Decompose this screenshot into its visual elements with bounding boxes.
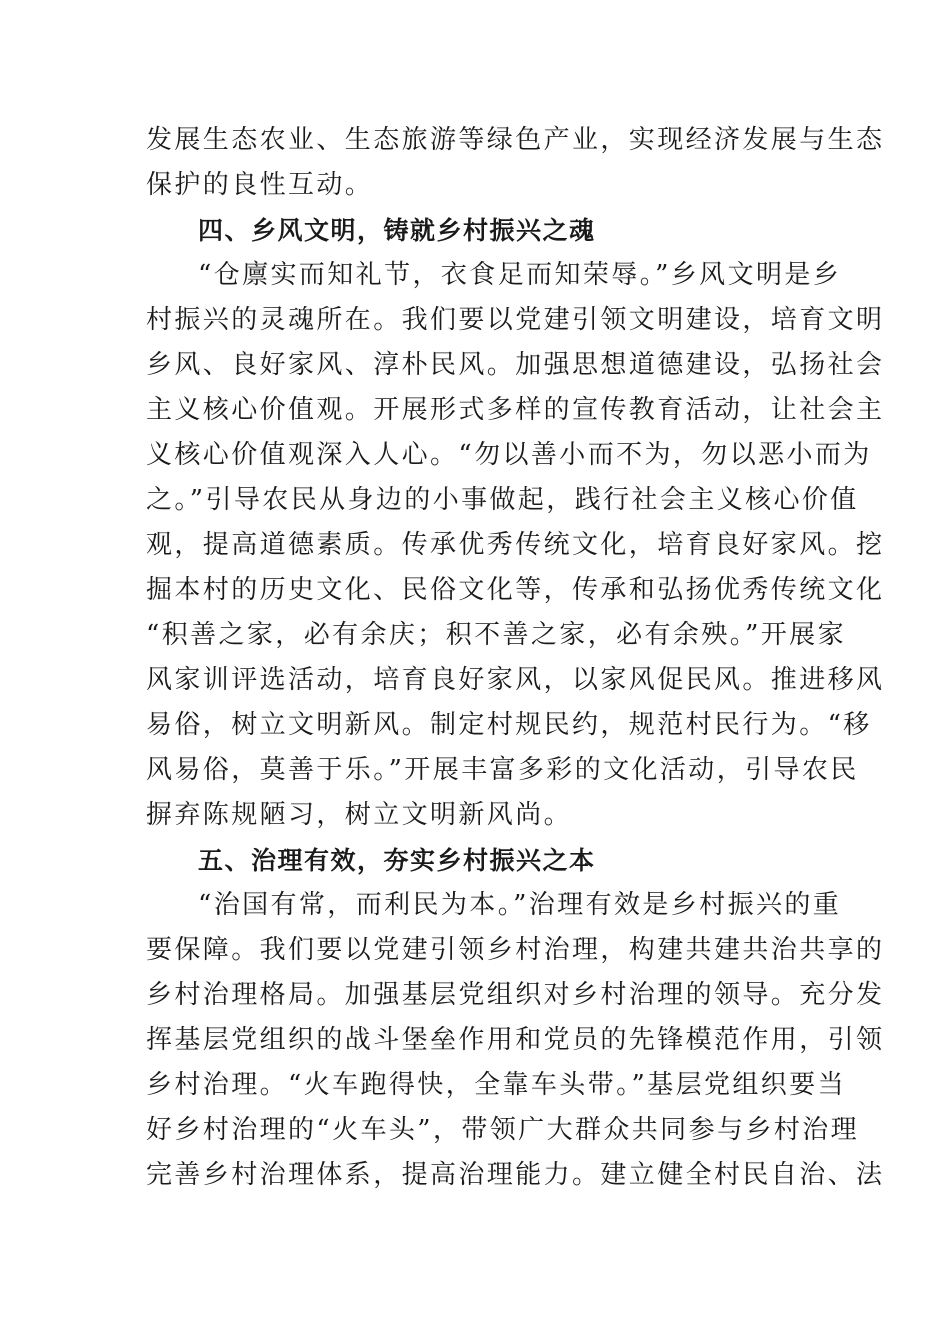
section-5-paragraph <box>146 883 885 1198</box>
section-heading-5: 五、治理有效，夯实乡村振兴之本 <box>198 846 596 875</box>
text-line: 发展生态农业、生态旅游等绿色产业，实现经济发展与生态 <box>146 125 885 155</box>
text-line: “仓廪实而知礼节，衣食足而知荣辱。”乡风文明是乡 <box>198 260 842 290</box>
text-line: 掘本村的历史文化、民俗文化等，传承和弘扬优秀传统文化 <box>146 575 885 605</box>
text-line: 要保障。我们要以党建引领乡村治理，构建共建共治共享的 <box>146 935 885 965</box>
text-line: “治国有常，而利民为本。”治理有效是乡村振兴的重 <box>198 890 842 920</box>
text-line: 好乡村治理的“火车头”，带领广大群众共同参与乡村治理 <box>146 1115 859 1145</box>
text-line: 风易俗，莫善于乐。”开展丰富多彩的文化活动，引导农民 <box>146 755 859 785</box>
text-line: “积善之家，必有余庆；积不善之家，必有余殃。”开展家 <box>146 620 846 650</box>
text-line: 风家训评选活动，培育良好家风，以家风促民风。推进移风 <box>146 665 885 695</box>
text-line: 村振兴的灵魂所在。我们要以党建引领文明建设，培育文明 <box>146 305 885 335</box>
section-heading-4: 四、乡风文明，铸就乡村振兴之魂 <box>198 216 596 245</box>
text-line: 之。”引导农民从身边的小事做起，践行社会主义核心价值 <box>146 485 859 515</box>
text-line: 乡村治理格局。加强基层党组织对乡村治理的领导。充分发 <box>146 980 885 1010</box>
text-line: 义核心价值观深入人心。“勿以善小而不为，勿以恶小而为 <box>146 440 872 470</box>
text-line: 乡风、良好家风、淳朴民风。加强思想道德建设，弘扬社会 <box>146 350 885 380</box>
paragraph-continued <box>146 118 885 208</box>
document-page <box>146 118 885 1198</box>
text-line: 主义核心价值观。开展形式多样的宣传教育活动，让社会主 <box>146 395 885 425</box>
text-line: 保护的良性互动。 <box>146 170 374 200</box>
text-line: 挥基层党组织的战斗堡垒作用和党员的先锋模范作用，引领 <box>146 1025 885 1055</box>
text-line: 易俗，树立文明新风。制定村规民约，规范村民行为。“移 <box>146 710 872 740</box>
text-line: 完善乡村治理体系，提高治理能力。建立健全村民自治、法 <box>146 1160 885 1190</box>
section-4-paragraph <box>146 253 885 838</box>
text-line: 观，提高道德素质。传承优秀传统文化，培育良好家风。挖 <box>146 530 885 560</box>
text-line: 摒弃陈规陋习，树立文明新风尚。 <box>146 800 573 830</box>
text-line: 乡村治理。“火车跑得快，全靠车头带。”基层党组织要当 <box>146 1070 846 1100</box>
